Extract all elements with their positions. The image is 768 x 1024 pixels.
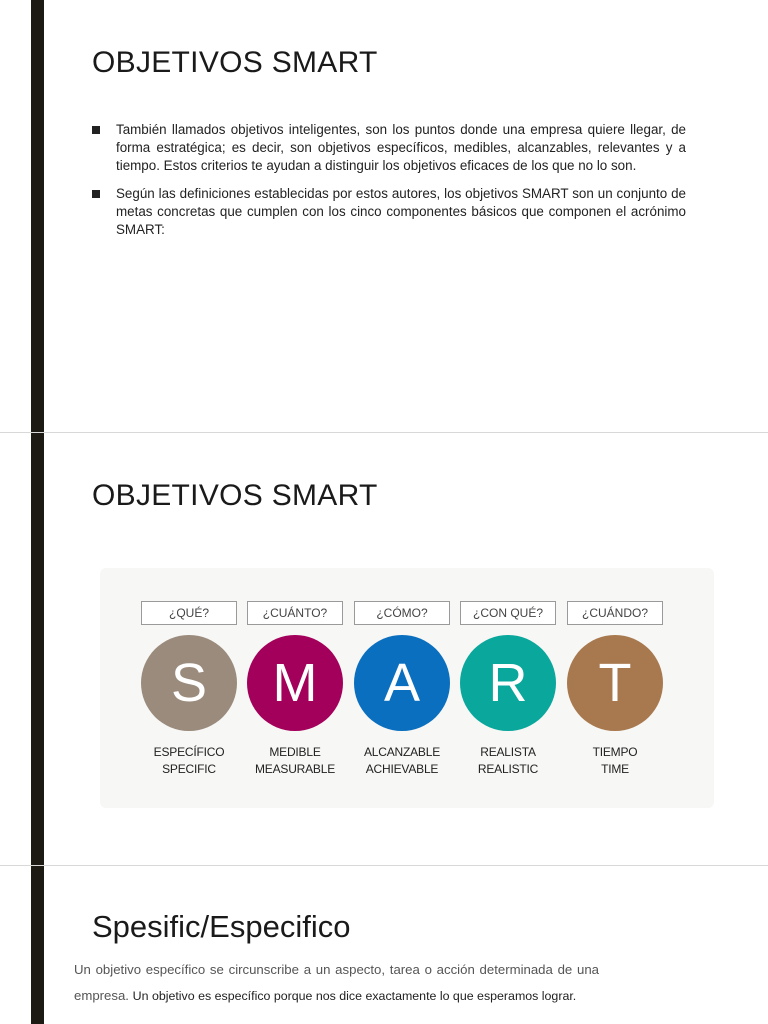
bullet-item bbox=[92, 121, 686, 175]
slide-title: Spesific/Especifico bbox=[92, 909, 351, 944]
smart-item-m bbox=[245, 568, 345, 808]
bullet-list bbox=[92, 121, 686, 249]
slide-2 bbox=[0, 433, 768, 865]
slide-accent-bar bbox=[31, 433, 44, 865]
question-box: ¿CON QUÉ? bbox=[460, 601, 556, 625]
slide-1 bbox=[0, 0, 768, 432]
label-english: SPECIFIC bbox=[162, 762, 216, 776]
question-box: ¿QUÉ? bbox=[141, 601, 237, 625]
body-text-part-2: Un objetivo es específico porque nos dice exactamente lo que esperamos lograr. bbox=[132, 989, 577, 1004]
label-english: MEASURABLE bbox=[254, 762, 336, 776]
bullet-text: Según las definiciones establecidas por estos autores, los objetivos SMART son un conjunto de metas concretas que cumplen con los cinco componentes básicos que componen el acrónimo SMART: bbox=[116, 186, 686, 237]
slide-title: OBJETIVOS SMART bbox=[92, 46, 378, 79]
label-spanish: TIEMPO bbox=[592, 745, 638, 759]
label-english: REALISTIC bbox=[477, 762, 539, 776]
label-spanish: MEDIBLE bbox=[269, 745, 321, 759]
question-box: ¿CÓMO? bbox=[354, 601, 450, 625]
bullet-item bbox=[92, 185, 686, 239]
slide-3 bbox=[0, 866, 768, 1024]
question-box: ¿CUÁNTO? bbox=[247, 601, 343, 625]
smart-item-t bbox=[565, 568, 665, 808]
letter-circle: R bbox=[460, 635, 556, 731]
slide-accent-bar bbox=[31, 866, 44, 1024]
square-bullet-icon bbox=[92, 190, 100, 198]
letter-circle: A bbox=[354, 635, 450, 731]
square-bullet-icon bbox=[92, 126, 100, 134]
slide-title: OBJETIVOS SMART bbox=[92, 479, 378, 512]
smart-item-r bbox=[458, 568, 558, 808]
letter-circle: S bbox=[141, 635, 237, 731]
body-text-part-1: Un objetivo específico se circunscribe a un aspecto, tarea o acción determinada de una empresa. bbox=[74, 962, 599, 1004]
letter-circle: M bbox=[247, 635, 343, 731]
letter-circle: T bbox=[567, 635, 663, 731]
bullet-text: También llamados objetivos inteligentes, son los puntos donde una empresa quiere llegar, de forma estratégica; es decir, son objetivos específicos, medibles, alcanzables, relevantes y a tiempo. Estos criterios te ayudan a distinguir los objetivos eficaces de los que no lo son. bbox=[116, 122, 686, 173]
label-spanish: REALISTA bbox=[480, 745, 536, 759]
label-spanish: ESPECÍFICO bbox=[153, 745, 225, 759]
label-english: TIME bbox=[601, 762, 629, 776]
smart-diagram bbox=[100, 568, 714, 808]
label-spanish: ALCANZABLE bbox=[363, 745, 441, 759]
question-box: ¿CUÁNDO? bbox=[567, 601, 663, 625]
smart-item-s bbox=[139, 568, 239, 808]
slide-accent-bar bbox=[31, 0, 44, 432]
slide-body-text bbox=[74, 957, 599, 1009]
smart-item-a bbox=[352, 568, 452, 808]
label-english: ACHIEVABLE bbox=[365, 762, 439, 776]
